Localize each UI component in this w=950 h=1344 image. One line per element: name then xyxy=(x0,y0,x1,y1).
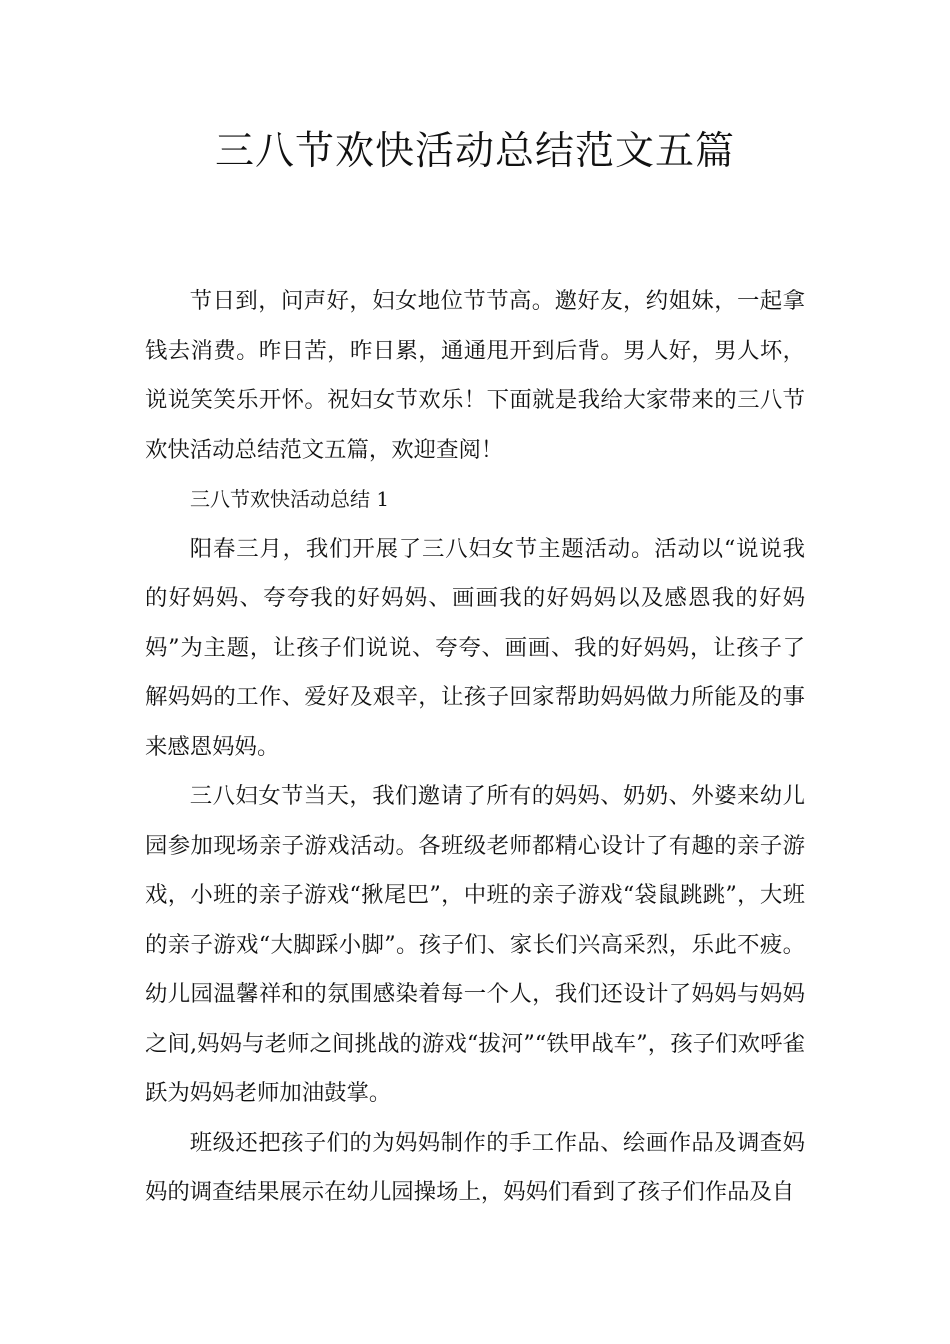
intro-paragraph: 节日到，问声好，妇女地位节节高。邀好友，约姐妹，一起拿钱去消费。昨日苦，昨日累，通通甩开到后背。男人好，男人坏，说说笑笑乐开怀。祝妇女节欢乐！下面就是我给大家带来的三八节欢快活动总结范文五篇，欢迎查阅！ xyxy=(145,288,805,463)
body-paragraph: 班级还把孩子们的为妈妈制作的手工作品、绘画作品及调查妈妈的调查结果展示在幼儿园操场上，妈妈们看到了孩子们作品及自 xyxy=(145,1129,805,1205)
document-body xyxy=(145,277,805,1218)
body-paragraph: 三八妇女节当天，我们邀请了所有的妈妈、奶奶、外婆来幼儿园参加现场亲子游戏活动。各班级老师都精心设计了有趣的亲子游戏，小班的亲子游戏“揪尾巴”，中班的亲子游戏“袋鼠跳跳”，大班的亲子游戏“大脚踩小脚”。孩子们、家长们兴高采烈，乐此不疲。幼儿园温馨祥和的氛围感染着每一个人，我们还设计了妈妈与妈妈之间,妈妈与老师之间挑战的游戏“拔河”“铁甲战车”，孩子们欢呼雀跃为妈妈老师加油鼓掌。 xyxy=(145,783,805,1106)
document-title: 三八节欢快活动总结范文五篇 xyxy=(214,129,735,174)
section-heading: 三八节欢快活动总结 1 xyxy=(190,487,390,511)
body-paragraph: 阳春三月，我们开展了三八妇女节主题活动。活动以“说说我的好妈妈、夸夸我的好妈妈、画画我的好妈妈以及感恩我的好妈妈”为主题，让孩子们说说、夸夸、画画、我的好妈妈，让孩子了解妈妈的工作、爱好及艰辛，让孩子回家帮助妈妈做力所能及的事来感恩妈妈。 xyxy=(145,535,805,760)
